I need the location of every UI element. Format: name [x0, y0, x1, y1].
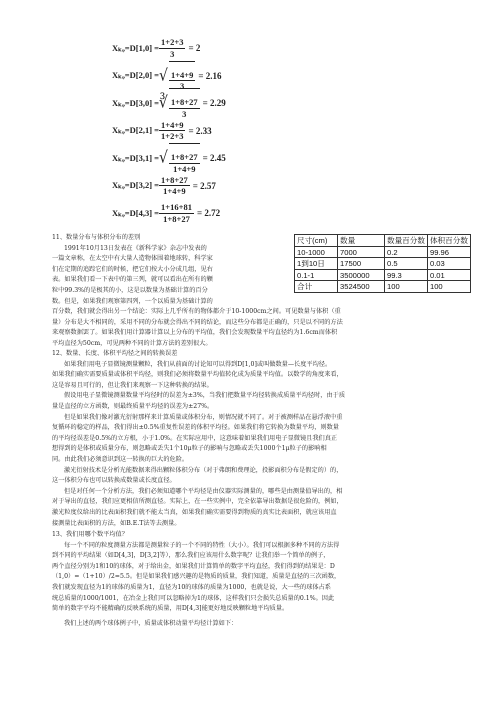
text-line: 但是对任何一个分析方法，我们必须知道哪个平均径是由仪器实际测量的，哪些是由测量值导出的，相 — [64, 487, 343, 495]
radical-sign: ∛ $\frac{1+8+27}{3}$ — [159, 88, 200, 118]
table-row — [295, 270, 471, 281]
text-line: 粒中99.3%的是极其的小，这是以数量为基础计算的百分 — [52, 286, 208, 294]
text-line: 统总质量的1000/1001，在冶金上我们可以忽略掉为1的球体，这样我们只会损失总质量的0.1%。因此 — [52, 594, 335, 602]
table-cell: 100 — [427, 281, 470, 293]
formula-numerator: 1+4+9 — [161, 119, 184, 130]
formula-result: = 2.29 — [202, 98, 226, 108]
text-line: 表。如果我们看一下表中的第三列，就可以看出在所有的颗 — [52, 276, 213, 284]
formula-denominator: 1+4+9 — [173, 163, 196, 174]
formula-row — [112, 64, 312, 91]
formula-result: = 2.57 — [192, 180, 216, 191]
formula-result: = 2.72 — [196, 208, 221, 218]
section-11-heading: 11、数量分布与体积分布的差别 — [52, 234, 141, 241]
formula-lhs: Xₖᵩ=D[4,3] = — [112, 207, 160, 218]
text-line: 简单的数字平均不能精确的反映系统的质量，用D[4,3]能更好地反映颗粒地平均质量。 — [52, 605, 289, 613]
formula-lhs: Xₖᵩ=D[3,0] = — [112, 97, 160, 108]
section-11-full — [52, 307, 472, 349]
table-cell: 99.3 — [385, 270, 428, 281]
text-line: 1991年10月13日发表在《新科学家》杂志中发表的 — [64, 244, 207, 252]
formula-denominator: 3 — [182, 108, 187, 119]
formula-denominator: 1+4+9 — [163, 186, 186, 196]
text-line: 两个直径分别为1和10的球体，对于给出金，如果我们计算简单的数字平均直径，我们得到的结果是：D — [52, 562, 335, 570]
table-cell: 合计 — [295, 281, 338, 293]
text-line: 一篇文章称，在太空中有大量人造物体围着地球转，科学家 — [52, 255, 213, 263]
table-cell: 1到10日 — [295, 258, 338, 270]
table-header: 尺寸(cm) — [295, 235, 338, 247]
section-13 — [52, 530, 472, 629]
text-line: 如果我们用电子显微镜测量颗粒，我们从前面的讨论知可以得到D[1,0]或叫做数量—长度平均径。 — [64, 360, 332, 368]
formula-row — [112, 201, 312, 225]
table-row — [295, 247, 471, 258]
text-line: 如果我们确实需要质量或体积平均径，则我们必须将数量平均值转化成为质量平均值。以数学的角度来看， — [52, 371, 343, 379]
formula-block — [112, 36, 312, 229]
text-line: 数。但是，如果我们观察第四列，一个以质量为基础计算的 — [52, 297, 213, 305]
table-header-row — [295, 235, 471, 247]
text-line: 激光衍射技术是分析光能数据来得出颗粒体积分布（对于弗朗和费理论，投影面积分布是假定的）的， — [64, 466, 343, 474]
table-header: 体积百分数 — [427, 235, 470, 247]
text-line: 这是容易且可行的，但让我们来观察一下这种转换的结果。 — [52, 381, 213, 389]
formula-fraction — [169, 153, 200, 173]
table-cell: 99.96 — [427, 247, 470, 258]
formula-denominator: 1+2+3 — [161, 131, 184, 141]
formula-row — [112, 36, 312, 60]
text-line: 对于导出的直径，我们应更相信所测直径。实际上，在一些实例中，完全依靠导出数据是很危险的，例如， — [52, 498, 343, 506]
text-line: 假设用电子显微镜测量数量平均径时的误差为±3%，当我们把数量平均径转换成质量平均径时，由于质 — [64, 392, 346, 400]
table-cell: 0.01 — [427, 270, 470, 281]
formula-fraction — [159, 121, 185, 141]
table-cell: 0.5 — [385, 258, 428, 270]
table-header: 数量 — [338, 235, 385, 247]
section-13-heading: 13、我们用哪个数平均值？ — [52, 531, 128, 538]
table-header: 数量百分数 — [385, 235, 428, 247]
text-line: 百分数，我们就会得出另一个结论：实际上几乎所有的物体都介于10-1000cm之间。可见数量与体积（重 — [52, 308, 341, 315]
text-line: 我们就发现直径为1的球体的质量为1，直径为10的球体的质量为1000，也就是说，大一些的球体占系 — [52, 583, 331, 591]
text-line: 我们上述的两个球体例子中，质量或体积动量平均径计算如下： — [64, 619, 238, 627]
size-distribution-table — [294, 234, 471, 293]
formula-lhs: Xₖᵩ=D[2,0] = — [112, 70, 160, 80]
table-cell: 17500 — [338, 258, 385, 270]
table-cell: 10-1000 — [295, 247, 338, 258]
formula-denominator: 3 — [180, 81, 185, 91]
formula-lhs: Xₖᵩ=D[1,0] = — [112, 42, 160, 53]
formula-result: = 2.33 — [188, 125, 212, 136]
text-line: 到不同的平均结果（如D[4,3]，D[3,2]等），那么我们应该用什么数字呢？让我们举一个简单的例子， — [52, 552, 330, 560]
radical-sign: √ $\frac{1+8+27}{1+4+9}$ — [159, 143, 200, 173]
text-line: 想得到的是体积或质量分布，则忽略或丢失1个10μ粒子的影响与忽略或丢失1000个1μ粒子的影响相 — [52, 445, 327, 453]
formula-fraction — [169, 98, 200, 118]
section-12 — [52, 349, 472, 529]
text-line: 们在定期的追踪它们的时候，把它们按大小分成几组，见右 — [52, 265, 213, 273]
table-row — [295, 258, 471, 270]
text-line: 复循环的稳定的样品，我们得出±0.5%重复性误差的体积平均径。如果我们将它转换为数量平均，则数量 — [52, 424, 339, 432]
table-row — [295, 281, 471, 293]
formula-result: = 2.45 — [202, 153, 226, 163]
formula-result: = 2 — [188, 43, 201, 53]
table-cell: 100 — [385, 281, 428, 293]
text-line: 来观察数据罢了。如果我们用计算器计算以上分布的平均值，我们会发现数量平均直径约为1.6cm而体积 — [52, 329, 338, 337]
formula-lhs: Xₖᵩ=D[3,2] = — [112, 180, 160, 190]
formula-row — [112, 91, 312, 119]
formula-lhs: Xₖᵩ=D[2,1] = — [112, 125, 160, 135]
formula-row — [112, 146, 312, 174]
formula-numerator: 1+2+3 — [161, 37, 184, 47]
table-cell: 3500000 — [338, 270, 385, 281]
text-line: 每一个不同的粒度测量方法都是测量粒子的一个不同的特性（大小）。我们可以根据多种不同的方法得 — [64, 541, 340, 549]
section-11-left — [52, 233, 292, 307]
formula-lhs: Xₖᵩ=D[3,1] = — [112, 152, 160, 163]
formula-fraction — [159, 38, 185, 58]
formula-numerator: 1+4+9 — [170, 69, 194, 80]
formula-denominator: 1+8+27 — [163, 213, 190, 224]
table-cell: 0.2 — [385, 247, 428, 258]
text-line: 量）分布是大不相同的，采用不同的分布就会得出不同的结论，而这些分布都是正确的，只是以不同的方法 — [52, 318, 343, 326]
formula-numerator: 1+16+81 — [161, 202, 192, 212]
radical-sign: √ $\frac{1+4+9}{3}$ — [159, 61, 195, 91]
text-line: 平均直径为50cm，可见两种不同的计算方法的差别很大。 — [52, 339, 212, 347]
text-line: 接测量比表面积的方法，如B.E.T法等去测量。 — [52, 519, 181, 527]
formula-numerator: 1+8+27 — [170, 97, 198, 107]
text-line: 但是如果我们像对激光衍射那样来计算质量或体积分布，则情况就不同了。对于被测样品在悬浮液中重 — [64, 413, 343, 421]
table-cell: 0.03 — [427, 258, 470, 270]
formula-fraction — [159, 176, 190, 196]
table-cell: 0.1-1 — [295, 270, 338, 281]
text-line: 激光粒度仪给出的比表面积我们就不能太当真，如果我们确实需要得到物质的真实比表面积，就应该用直 — [52, 508, 337, 516]
text-line: 这一体积分布也可以转换成数量或长度直径。 — [52, 477, 176, 485]
text-line: 量是直径的立方函数，则最终质量平均径的误差为±27%。 — [52, 402, 214, 410]
text-line: （1,0）=（1+10）/2=5.5。但是如果我们感兴趣的是物质的质量，我们知道，质量是直径的三次函数， — [52, 573, 341, 581]
text-line: 同。由此我们必须意识到这一转换的巨大的危险。 — [52, 455, 189, 463]
table-cell: 3524500 — [338, 281, 385, 293]
formula-row — [112, 119, 312, 143]
formula-result: = 2.16 — [198, 70, 222, 81]
formula-denominator: 3 — [170, 48, 175, 59]
formula-numerator: 1+8+27 — [161, 174, 188, 185]
formula-row — [112, 174, 312, 198]
section-12-heading: 12、数量、长度、体积平均径之间的转换误差 — [52, 350, 178, 357]
table-cell: 7000 — [338, 247, 385, 258]
formula-numerator: 1+8+27 — [170, 152, 198, 162]
formula-fraction — [159, 203, 194, 223]
text-line: 的平均径误差是0.5%的立方根，小于1.0%。在实际应用中，这意味着如果我们用电子显微镜且我们真正 — [52, 434, 338, 442]
